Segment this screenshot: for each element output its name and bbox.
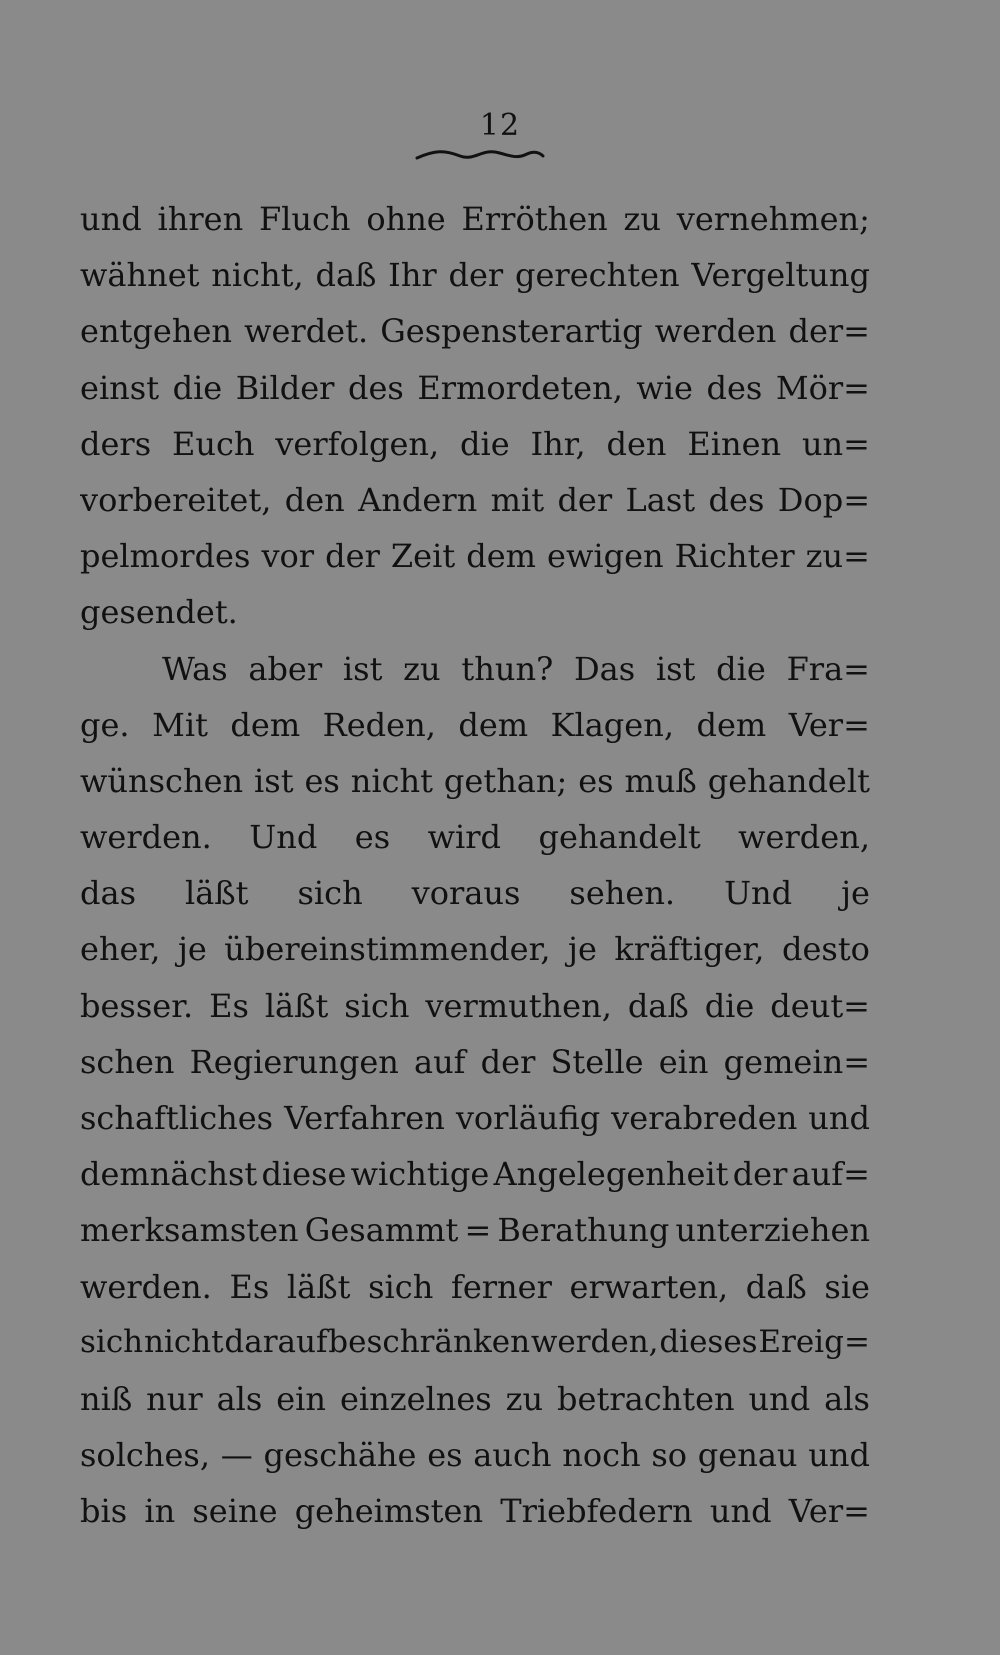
word: thun? [461,649,554,688]
ornament-swash-icon [415,144,545,166]
word: und [748,1379,811,1418]
word: der= [788,312,870,351]
word: schen [80,1042,175,1081]
text-line [80,1099,870,1155]
word: Es [229,1267,270,1306]
word: besser. [80,986,194,1025]
word: Berathung [497,1211,670,1250]
text-line [80,1155,870,1211]
text-line [80,650,870,706]
text-line [80,1268,870,1324]
word: des [708,480,765,519]
text-line [80,762,870,818]
word: ders [80,424,152,463]
word: demnächst [80,1155,258,1194]
word: Erröthen [461,200,608,238]
word: Ereig= [758,1323,870,1360]
word: so [651,1436,688,1475]
word: ist [254,761,294,800]
word: verabreden [611,1099,798,1137]
word: Klagen, [550,705,674,744]
word: sich [368,1267,434,1306]
word: werden, [530,1323,659,1360]
word: läßt [286,1267,351,1306]
word: ferner [450,1267,552,1306]
word: — [220,1436,253,1475]
word: ein [658,1042,709,1081]
word: vermuthen, [425,986,612,1025]
text-line [80,818,870,874]
word: gehandelt [538,818,701,857]
text-line [80,256,870,312]
word: sich [344,986,410,1025]
word: läßt [184,874,249,913]
word: ge. [80,705,130,744]
text-line [80,706,870,762]
text-line [80,1436,870,1492]
text-line [80,1324,870,1380]
word: genau [697,1436,798,1475]
word: Ihr [388,256,437,295]
word: voraus [411,874,521,913]
word: beschränken [328,1323,531,1360]
word: Ermordeten, [417,368,623,407]
word: Ver= [788,705,870,744]
word: erwarten, [569,1267,729,1306]
word: Stelle [550,1042,644,1081]
word: je [841,874,870,913]
word: auf= [791,1155,870,1194]
text-line [80,1380,870,1436]
word: wichtige [350,1155,490,1194]
word: übereinstimmender, [224,930,551,969]
word: Andern [358,480,478,519]
word: ewigen [547,537,664,576]
word: muß [624,761,697,800]
word: Euch [171,424,255,463]
word: vorläufig [455,1099,601,1137]
word: sie [824,1267,870,1306]
word: Bilder [235,368,335,407]
word: bis [80,1492,128,1531]
word: dem [696,705,767,744]
word: Regierungen [189,1042,399,1081]
word: werden, [738,818,870,857]
text-line [80,312,870,368]
word: kräftiger, [614,930,765,969]
word: der [325,537,380,576]
word: es [304,761,340,800]
word: noch [562,1436,641,1475]
word: deut= [770,986,870,1025]
word: Verfahren [284,1099,445,1137]
word: schaftliches [80,1099,274,1137]
word: desto [781,930,870,969]
word: daß [627,986,689,1025]
text-line [80,1492,870,1548]
word: zu [623,200,661,238]
word: gerechten [515,256,680,295]
word: niß [80,1379,133,1418]
word: sehen. [569,874,676,913]
word: Ihr, [530,424,586,463]
word: daß [745,1267,807,1306]
word: den [284,480,345,519]
word: dieses [659,1323,758,1360]
word: sich [297,874,363,913]
word: pelmordes [80,537,251,576]
word: ohne [366,200,446,238]
word: zu= [805,537,870,576]
word: gesendet. [80,593,238,632]
word: nicht, [211,256,304,295]
word: sich [80,1323,144,1360]
word: daß [315,256,377,295]
word: werden. [80,1267,212,1306]
word: Und [724,874,793,913]
word: Mit [152,705,208,744]
text-line [80,481,870,537]
text-line [80,1211,870,1267]
word: es [354,818,391,857]
word: den [606,424,667,463]
word: zu [505,1379,544,1418]
word: nur [146,1379,203,1418]
word: dem [466,537,536,576]
word: werden. [80,818,212,857]
word: und [808,1436,870,1475]
word: die [172,368,223,407]
word: auf [413,1042,466,1081]
word: als [824,1379,870,1418]
word: Einen [687,424,782,463]
word: des [706,368,763,407]
word: und [80,200,142,238]
word: ein [276,1379,327,1418]
text-line [80,930,870,986]
word: wünschen [80,761,244,800]
word: Last [625,480,696,519]
word: Fra= [786,649,870,688]
word: und [709,1492,772,1531]
word: betrachten [557,1379,735,1418]
text-line [80,593,870,649]
word: läßt [264,986,329,1025]
word: je [568,930,597,969]
word: ist [655,649,696,688]
word: vor [261,537,315,576]
word: geschähe [263,1436,417,1475]
text-line [80,369,870,425]
word: Dop= [777,480,870,519]
word: eher, [80,930,161,969]
word: der [480,1042,536,1081]
word: Gesammt [304,1211,459,1250]
word: Vergeltung [691,256,870,295]
word: auch [473,1436,552,1475]
word: in [144,1492,176,1531]
word: Richter [674,537,795,576]
word: einzelnes [339,1379,492,1418]
word: ist [342,649,383,688]
word: verfolgen, [275,424,440,463]
word: diese [261,1155,347,1194]
word: nicht [143,1323,224,1360]
word: die [716,649,766,688]
page-number: 12 [479,108,521,143]
word: der [732,1155,788,1194]
word: nicht [350,761,433,800]
word: zu [403,649,441,688]
body-text [80,200,870,1549]
word: der [448,256,504,295]
word: aber [248,649,323,688]
word: unterziehen [675,1211,870,1250]
word: als [216,1379,263,1418]
word: seine [192,1492,278,1531]
word: einst [80,368,160,407]
word: die [704,986,755,1025]
word: Ver= [788,1492,870,1531]
word: ihren [157,200,244,238]
word: gethan; [443,761,568,800]
word: es [427,1436,463,1475]
word: werdet. [244,312,369,351]
word: vorbereitet, [80,480,272,519]
word: = [464,1211,492,1250]
word: Das [573,649,636,688]
word: darauf [224,1323,328,1360]
word: und [808,1099,870,1137]
word: mit [490,480,545,519]
word: Angelegenheit [493,1155,729,1194]
word: das [80,874,136,913]
word: un= [801,424,870,463]
word: gehandelt [707,761,870,800]
word: Gespensterartig [380,312,643,351]
word: der [557,480,613,519]
word: werden [654,312,777,351]
word: wähnet [80,256,200,295]
word: es [578,761,614,800]
word: wie [636,368,693,407]
word: Was [162,649,228,688]
word: entgehen [80,312,232,351]
text-line [80,874,870,930]
text-line [80,200,870,256]
word: wird [427,818,502,857]
word: dem [458,705,529,744]
word: Es [209,986,249,1025]
word: geheimsten [294,1492,484,1531]
word: dem [230,705,301,744]
word: Und [249,818,318,857]
word: gemein= [723,1042,870,1081]
word: Mör= [775,368,870,407]
word: die [459,424,510,463]
word: merksamsten [80,1211,299,1250]
word: Zeit [390,537,456,576]
text-line [80,1043,870,1099]
word: Reden, [322,705,436,744]
word: solches, [80,1436,210,1475]
word: je [177,930,207,969]
word: Triebfedern [500,1492,693,1531]
word: Fluch [258,200,351,238]
text-line [80,425,870,481]
text-line [80,537,870,593]
text-line [80,987,870,1043]
word: des [347,368,404,407]
word: vernehmen; [676,200,870,238]
